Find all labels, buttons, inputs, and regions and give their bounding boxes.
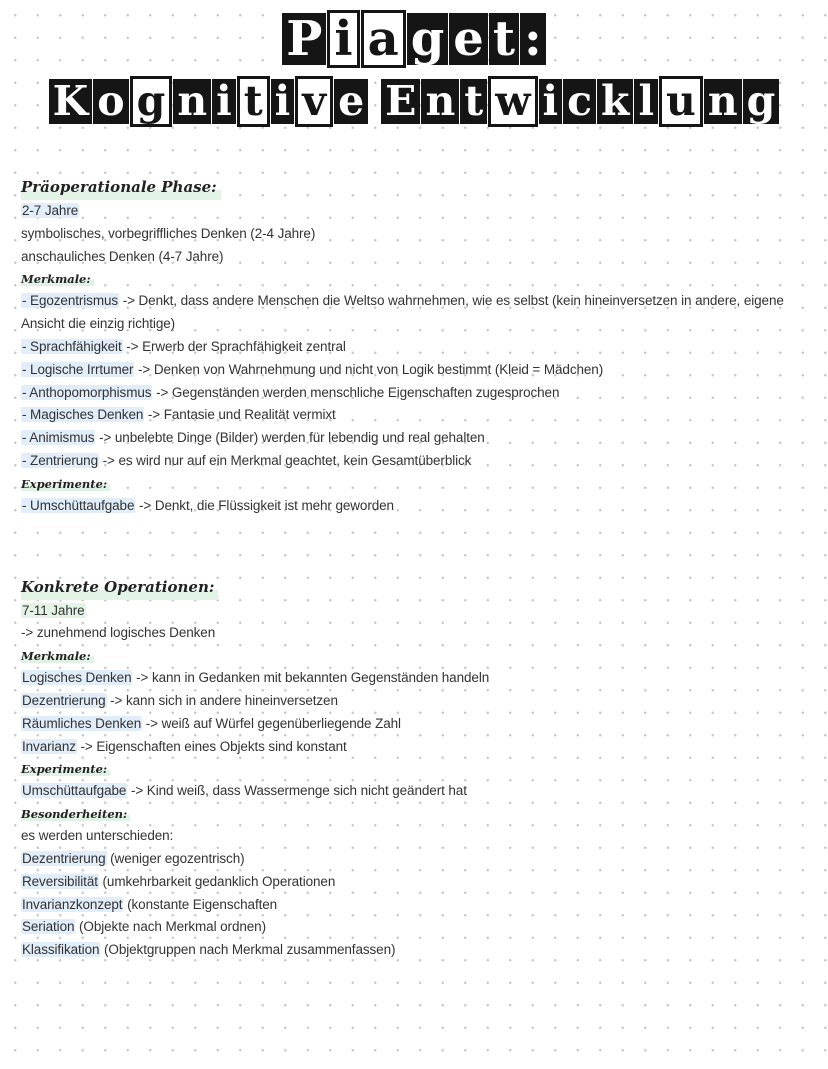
experiments-label bbox=[21, 473, 811, 495]
experiment-text: -> Denkt, die Flüssigkeit ist mehr geworden bbox=[135, 497, 394, 513]
feature-term: - Egozentrismus bbox=[22, 293, 119, 309]
special-text: (Objekte nach Merkmal ordnen) bbox=[75, 919, 266, 935]
feature-text: -> Fantasie und Realität vermixt bbox=[144, 407, 336, 423]
age-range bbox=[21, 200, 811, 223]
experiment-text: -> Kind weiß, dass Wassermenge sich nicht geändert hat bbox=[127, 783, 467, 799]
feature-item bbox=[21, 382, 811, 405]
title-letter: k bbox=[597, 79, 633, 124]
experiment-term: Umschüttaufgabe bbox=[22, 783, 127, 799]
features-label bbox=[21, 268, 811, 290]
title-letter: g bbox=[407, 13, 449, 65]
label-text: Merkmale: bbox=[21, 272, 94, 286]
feature-text: -> unbelebte Dinge (Bilder) werden für lebendig und real gehalten bbox=[95, 430, 485, 446]
experiment-item bbox=[21, 780, 811, 803]
feature-item bbox=[21, 667, 811, 690]
title-letter: g bbox=[743, 79, 780, 124]
title-letter: a bbox=[361, 10, 406, 68]
special-term: Klassifikation bbox=[22, 942, 100, 958]
page-title bbox=[0, 10, 828, 127]
feature-text: -> Erwerb der Sprachfähigkeit zentral bbox=[122, 338, 346, 354]
title-letter: i bbox=[212, 79, 236, 124]
title-letter: e bbox=[449, 13, 488, 65]
special-term: Dezentrierung bbox=[22, 850, 106, 866]
title-letter: g bbox=[130, 76, 173, 127]
feature-item bbox=[21, 404, 811, 427]
special-item bbox=[21, 939, 811, 962]
title-letter: t bbox=[489, 13, 519, 65]
intro-line: anschauliches Denken (4-7 Jahre) bbox=[21, 248, 224, 264]
feature-term: Räumliches Denken bbox=[22, 715, 142, 731]
feature-term: - Sprachfähigkeit bbox=[22, 338, 122, 354]
feature-item bbox=[21, 427, 811, 450]
feature-term: - Zentrierung bbox=[22, 452, 98, 468]
feature-term: - Animismus bbox=[22, 430, 95, 446]
title-letter: w bbox=[488, 76, 537, 127]
special-label bbox=[21, 803, 811, 825]
section-heading: Präoperationale Phase: bbox=[21, 174, 221, 200]
title-letter: o bbox=[93, 79, 128, 124]
section-preoperational bbox=[21, 174, 811, 518]
label-text: Experimente: bbox=[21, 762, 110, 776]
feature-term: - Anthopomorphismus bbox=[22, 384, 152, 400]
title-letter: n bbox=[173, 79, 211, 124]
feature-item bbox=[21, 713, 811, 736]
title-letter: K bbox=[49, 79, 93, 124]
experiment-item bbox=[21, 495, 811, 518]
intro-line: -> zunehmend logisches Denken bbox=[21, 625, 216, 641]
feature-text: -> Denkt, dass andere Menschen die Weltso wahrnehmen, wie es selbst (kein hineinversetzen in andere, eigene Ansicht die einzig richtige) bbox=[21, 293, 784, 332]
features-label bbox=[21, 645, 811, 667]
feature-item bbox=[21, 359, 811, 382]
feature-text: -> Eigenschaften eines Objekts sind konstant bbox=[76, 738, 347, 754]
title-line-1 bbox=[0, 10, 828, 68]
title-letter: n bbox=[704, 79, 742, 124]
feature-term: Dezentrierung bbox=[22, 692, 106, 708]
title-letter: c bbox=[563, 79, 596, 124]
feature-item bbox=[21, 450, 811, 473]
age-range bbox=[21, 600, 811, 623]
special-item bbox=[21, 916, 811, 939]
title-line-2 bbox=[0, 76, 828, 127]
feature-item bbox=[21, 736, 811, 759]
feature-item bbox=[21, 690, 811, 713]
feature-item bbox=[21, 336, 811, 359]
title-letter: e bbox=[334, 79, 368, 124]
special-term: Invarianzkonzept bbox=[22, 896, 123, 912]
age-text: 2-7 Jahre bbox=[22, 203, 79, 218]
feature-text: -> kann sich in andere hineinversetzen bbox=[106, 692, 338, 708]
feature-term: - Logische Irrtumer bbox=[22, 361, 134, 377]
title-letter: P bbox=[282, 13, 326, 65]
feature-item bbox=[21, 290, 811, 336]
special-item bbox=[21, 871, 811, 894]
title-letter: t bbox=[460, 79, 487, 124]
label-text: Merkmale: bbox=[21, 649, 94, 663]
feature-text: -> Gegenständen werden menschliche Eigenschaften zugesprochen bbox=[152, 384, 560, 400]
label-text: Experimente: bbox=[21, 477, 110, 491]
feature-term: Logisches Denken bbox=[22, 670, 132, 686]
special-term: Reversibilität bbox=[22, 873, 98, 889]
feature-text: -> es wird nur auf ein Merkmal geachtet, kein Gesamtüberblick bbox=[98, 452, 472, 468]
special-item bbox=[21, 894, 811, 917]
title-letter: i bbox=[271, 79, 295, 124]
label-text: Besonderheiten: bbox=[21, 807, 130, 821]
title-letter: : bbox=[520, 13, 546, 65]
feature-term: - Magisches Denken bbox=[22, 407, 144, 423]
feature-text: -> weiß auf Würfel gegenüberliegende Zahl bbox=[142, 715, 401, 731]
special-text: (weniger egozentrisch) bbox=[106, 850, 245, 866]
experiment-term: - Umschüttaufgabe bbox=[22, 497, 135, 513]
title-letter: E bbox=[381, 79, 420, 124]
title-letter: i bbox=[327, 10, 359, 68]
title-letter: u bbox=[659, 76, 703, 127]
special-term: Seriation bbox=[22, 919, 75, 935]
title-letter: i bbox=[539, 79, 563, 124]
intro-line: symbolisches, vorbegriffliches Denken (2-4 Jahre) bbox=[21, 225, 316, 241]
title-letter: v bbox=[295, 76, 333, 127]
title-letter: t bbox=[237, 76, 270, 127]
feature-term: Invarianz bbox=[22, 738, 76, 754]
feature-text: -> kann in Gedanken mit bekannten Gegenständen handeln bbox=[132, 670, 490, 686]
notes-content bbox=[21, 174, 811, 962]
special-item bbox=[21, 848, 811, 871]
title-letter: n bbox=[421, 79, 459, 124]
feature-text: -> Denken von Wahrnehmung und nicht von Logik bestimmt (Kleid = Mädchen) bbox=[134, 361, 604, 377]
section-concrete-operations bbox=[21, 574, 811, 962]
title-letter: l bbox=[634, 79, 658, 124]
special-text: (Objektgruppen nach Merkmal zusammenfassen) bbox=[100, 942, 396, 958]
section-heading: Konkrete Operationen: bbox=[21, 574, 218, 600]
special-text: (konstante Eigenschaften bbox=[123, 896, 278, 912]
experiments-label bbox=[21, 758, 811, 780]
special-text: (umkehrbarkeit gedanklich Operationen bbox=[98, 873, 336, 889]
special-intro: es werden unterschieden: bbox=[21, 828, 174, 844]
age-text: 7-11 Jahre bbox=[22, 602, 85, 618]
